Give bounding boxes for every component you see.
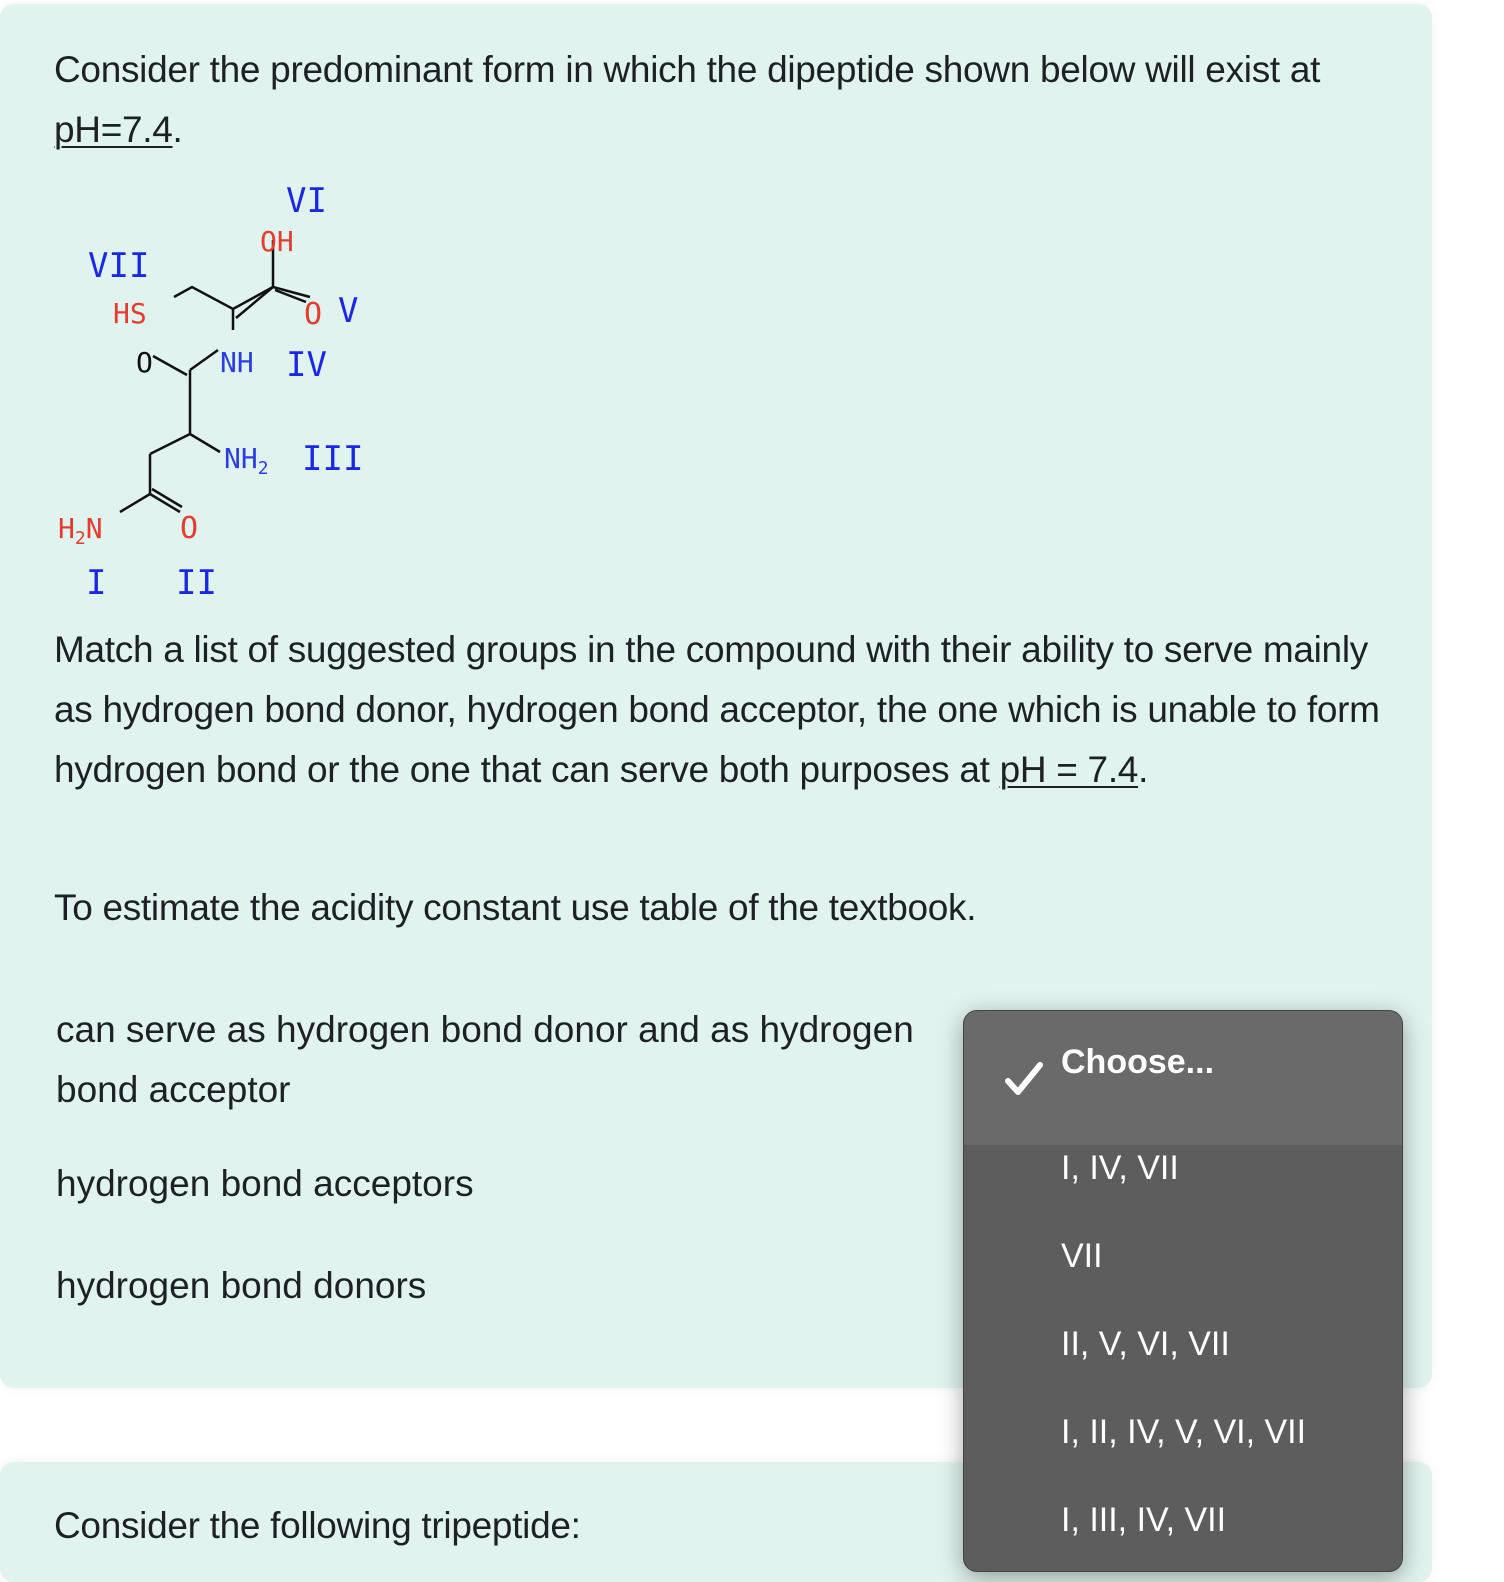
dropdown-option-3[interactable]: II, V, VI, VII [1061, 1325, 1230, 1363]
match-item-both: can serve as hydrogen bond donor and as hydrogen bond acceptor [56, 1009, 914, 1110]
label-vii: VII [88, 246, 150, 286]
ph-link-2[interactable]: pH = 7.4 [999, 749, 1139, 790]
estimate-note: To estimate the acidity constant use table of the textbook. [54, 887, 977, 928]
label-ii: II [176, 563, 217, 603]
match-instructions: Match a list of suggested groups in the compound with their ability to serve mainly as hydrogen bond donor, hydrogen bond acceptor, the one which is unable to form hydrogen bond or the one that can serve both purposes at pH = 7.4. [54, 629, 1380, 790]
atom-nh: NH [220, 346, 254, 379]
answer-dropdown-menu[interactable] [963, 1010, 1403, 1572]
label-i: I [86, 563, 107, 603]
label-iii: III [302, 439, 364, 479]
dropdown-option-5[interactable]: I, III, IV, VII [1061, 1501, 1227, 1539]
atom-hs: HS [113, 297, 147, 330]
match-item-donors: hydrogen bond donors [56, 1265, 427, 1306]
dipeptide-structure [40, 172, 380, 612]
checkmark-icon [1004, 1061, 1044, 1097]
match-item-acceptors: hydrogen bond acceptors [56, 1163, 474, 1204]
label-v: V [338, 291, 359, 331]
label-vi: VI [286, 181, 327, 221]
atom-nh2: $NH_2$ [224, 442, 269, 479]
dropdown-option-4[interactable]: I, II, IV, V, VI, VII [1061, 1413, 1307, 1451]
atom-o-acid: O [304, 297, 323, 332]
question-intro: Consider the predominant form in which the dipeptide shown below will exist at pH=7.4. [54, 49, 1321, 150]
label-iv: IV [286, 345, 327, 385]
ph-link[interactable]: pH=7.4 [54, 109, 173, 150]
atom-h2n: $H_2N$ [58, 512, 103, 549]
dropdown-option-1[interactable]: I, IV, VII [1061, 1149, 1179, 1187]
atom-o-bottom: O [180, 511, 199, 546]
atom-oh: OH [260, 225, 294, 258]
dropdown-option-choose[interactable]: Choose... [964, 1011, 1402, 1145]
question-2-intro: Consider the following tripeptide: [54, 1505, 581, 1546]
atom-o-amide: O [136, 346, 153, 379]
dropdown-option-2[interactable]: VII [1061, 1237, 1103, 1275]
